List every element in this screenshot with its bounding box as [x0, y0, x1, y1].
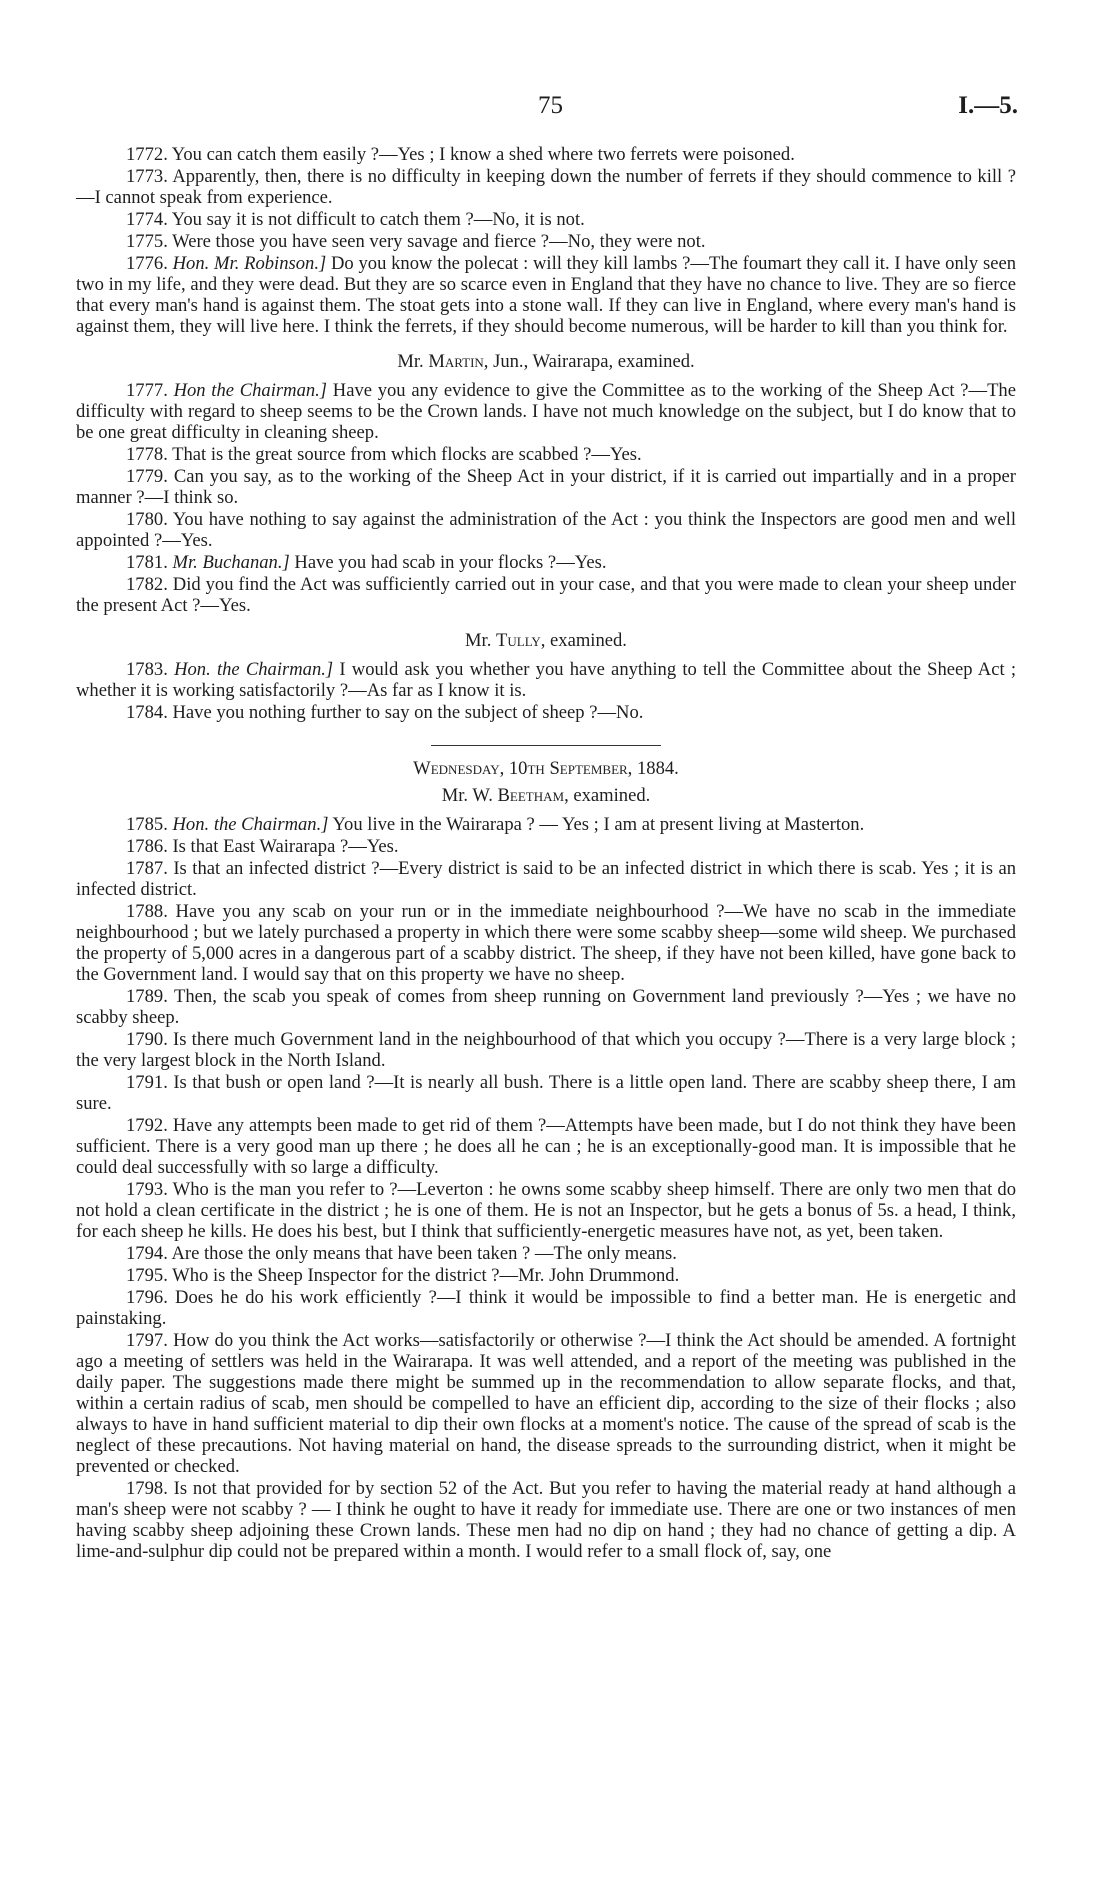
- section-martin: [76, 351, 1016, 616]
- question-number: 1777.: [126, 380, 168, 401]
- paragraph: 1784. Have you nothing further to say on the subject of sheep ?—No.: [126, 702, 644, 723]
- paragraph-text: Have you had scab in your flocks ?—Yes.: [294, 552, 607, 573]
- paragraph-text: Have you any evidence to give the Committee as to the working of the Sheep Act ?—The difficulty with regard to sheep seems to be the Crown lands. I have not much knowledge on the subject, but I do know that to be one great difficulty in cleaning sheep.: [76, 380, 1016, 443]
- heading-prefix: Mr. W.: [441, 785, 498, 806]
- paragraph: [76, 814, 1016, 835]
- speaker: Hon. Mr. Robinson.]: [172, 253, 327, 274]
- section-beetham: [76, 758, 1016, 1562]
- paragraph: 1797. How do you think the Act works—satisfactorily or otherwise ?—I think the Act should be amended. A fortnight ago a meeting of settlers was held in the Wairarapa. It was well attended, and a report of the meeting was published in the daily paper. The suggestions made there might be summed up in the recommendation to allow separate flocks, and that, within a certain radius of scab, men should be compelled to have an efficient dip, according to the size of their flocks ; also always to have in hand sufficient material to dip their own flocks at a moment's notice. The cause of the spread of scab is the neglect of these precautions. Not having material on hand, the disease spreads to the surrounding district, when it might be prevented or checked.: [76, 1330, 1016, 1477]
- page-number: 75: [538, 92, 563, 119]
- speaker: Hon the Chairman.]: [173, 380, 328, 401]
- paragraph: 1786. Is that East Wairarapa ?—Yes.: [126, 836, 399, 857]
- section-continuation: [76, 144, 1016, 337]
- heading-suffix: , examined.: [540, 630, 627, 651]
- paragraph: 1790. Is there much Government land in the neighbourhood of that which you occupy ?—There is a very large block ; the very largest block in the North Island.: [76, 1029, 1016, 1071]
- paragraph: [76, 659, 1016, 701]
- witness-name: Martin: [428, 351, 484, 372]
- paragraph-text: You live in the Wairarapa ? — Yes ; I am at present living at Masterton.: [332, 814, 865, 835]
- heading-suffix: , Jun., Wairarapa, examined.: [483, 351, 695, 372]
- heading-prefix: Mr.: [465, 630, 497, 651]
- paragraph: [76, 552, 1016, 573]
- paragraph: 1795. Who is the Sheep Inspector for the district ?—Mr. John Drummond.: [126, 1265, 680, 1286]
- paragraph: 1775. Were those you have seen very savage and fierce ?—No, they were not.: [126, 231, 706, 252]
- date-heading: Wednesday, 10th September, 1884.: [413, 758, 679, 779]
- paragraph: [76, 253, 1016, 337]
- paragraph: 1778. That is the great source from which flocks are scabbed ?—Yes.: [126, 444, 642, 465]
- paragraph-text: Do you know the polecat : will they kill lambs ?—The foumart they call it. I have only seen two in my life, and they were dead. But they are so scarce even in England that they have no chance to live. They are so fierce that every man's hand is against them. The stoat gets into a stone wall. If they can live in England, where every man's hand is against them, they will live here. I think the ferrets, if they should become numerous, will be harder to kill than you think for.: [76, 253, 1017, 337]
- paragraph: 1773. Apparently, then, there is no difficulty in keeping down the number of ferrets if they should commence to kill ?—I cannot speak from experience.: [76, 166, 1016, 208]
- paragraph: 1791. Is that bush or open land ?—It is nearly all bush. There is a little open land. There are scabby sheep there, I am sure.: [76, 1072, 1016, 1114]
- paragraph: 1794. Are those the only means that have been taken ? —The only means.: [126, 1243, 677, 1264]
- question-number: 1783.: [126, 659, 168, 680]
- series-reference: I.—5.: [958, 92, 1018, 119]
- witness-heading: [76, 351, 1016, 372]
- question-number: 1776.: [126, 253, 168, 274]
- paragraph: 1782. Did you find the Act was sufficiently carried out in your case, and that you were made to clean your sheep under the present Act ?—Yes.: [76, 574, 1016, 616]
- paragraph: 1788. Have you any scab on your run or in the immediate neighbourhood ?—We have no scab in the immediate neighbourhood ; but we lately purchased a property in which there were some scabby sheep—some wild sheep. We purchased the property of 5,000 acres in a dangerous part of a scabby district. The sheep, if they have not been killed, have gone back to the Government land. I would say that on this property we have no sheep.: [76, 901, 1016, 985]
- speaker: Hon. the Chairman.]: [174, 659, 334, 680]
- witness-name: Beetham: [497, 785, 565, 806]
- paragraph: 1793. Who is the man you refer to ?—Leverton : he owns some scabby sheep himself. There are only two men that do not hold a clean certificate in the district ; he is one of them. He is not an Inspector, but he gets a bonus of 5s. a head, I think, for each sheep he kills. He does his best, but I think that sufficiently-energetic measures have not, as yet, been taken.: [76, 1179, 1016, 1242]
- question-number: 1781.: [126, 552, 168, 573]
- witness-name: Tully: [496, 630, 541, 651]
- paragraph: 1796. Does he do his work efficiently ?—I think it would be impossible to find a better man. He is energetic and painstaking.: [76, 1287, 1016, 1329]
- paragraph: 1789. Then, the scab you speak of comes from sheep running on Government land previously ?—Yes ; we have no scabby sheep.: [76, 986, 1016, 1028]
- paragraph: 1774. You say it is not difficult to catch them ?—No, it is not.: [126, 209, 585, 230]
- section-divider: [431, 745, 661, 746]
- witness-heading: [76, 785, 1016, 806]
- speaker: Mr. Buchanan.]: [172, 552, 290, 573]
- speaker: Hon. the Chairman.]: [172, 814, 329, 835]
- paragraph: 1780. You have nothing to say against the administration of the Act : you think the Inspectors are good men and well appointed ?—Yes.: [76, 509, 1016, 551]
- paragraph: 1798. Is not that provided for by section 52 of the Act. But you refer to having the material ready at hand although a man's sheep were not scabby ? — I think he ought to have it ready for immediate use. There are one or two instances of men having scabby sheep adjoining these Crown lands. These men had no dip on hand ; they had no chance of getting a dip. A lime-and-sulphur dip could not be prepared within a month. I would refer to a small flock of, say, one: [76, 1478, 1016, 1562]
- page-body: [76, 144, 1016, 1563]
- heading-suffix: , examined.: [564, 785, 651, 806]
- section-tully: [76, 630, 1016, 723]
- witness-heading: [76, 630, 1016, 651]
- paragraph: 1787. Is that an infected district ?—Every district is said to be an infected district in which there is scab. Yes ; it is an infected district.: [76, 858, 1016, 900]
- paragraph: 1779. Can you say, as to the working of the Sheep Act in your district, if it is carried out impartially and in a proper manner ?—I think so.: [76, 466, 1016, 508]
- paragraph: 1792. Have any attempts been made to get rid of them ?—Attempts have been made, but I do not think they have been sufficient. There is a very good man up there ; he does all he can ; he is an exceptionally-good man. It is impossible that he could deal successfully with so large a difficulty.: [76, 1115, 1016, 1178]
- heading-prefix: Mr.: [397, 351, 429, 372]
- question-number: 1785.: [126, 814, 168, 835]
- paragraph: 1772. You can catch them easily ?—Yes ; I know a shed where two ferrets were poisoned.: [126, 144, 795, 165]
- paragraph: [76, 380, 1016, 443]
- paragraph-text: I would ask you whether you have anything to tell the Committee about the Sheep Act ; whether it is working satisfactorily ?—As far as I know it is.: [76, 659, 1016, 701]
